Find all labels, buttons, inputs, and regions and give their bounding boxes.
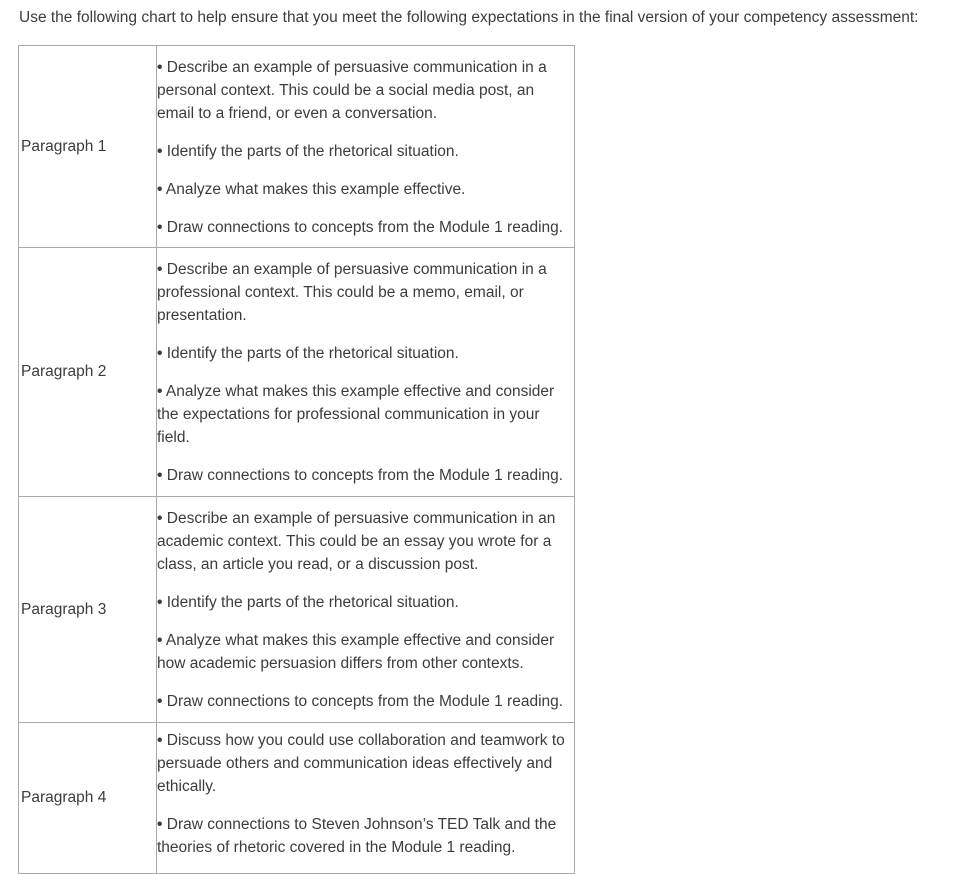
bullet-text: Analyze what makes this example effective. [165, 180, 466, 198]
row-content [157, 723, 575, 874]
chart-row-paragraph-3 [19, 497, 575, 723]
row-label: Paragraph 1 [19, 46, 157, 248]
bullet-item [157, 507, 574, 576]
bullet-item [157, 629, 574, 675]
bullet-item [157, 591, 574, 614]
bullet-icon: • [157, 58, 163, 76]
chart-row-paragraph-1 [19, 46, 575, 248]
bullet-list [157, 729, 574, 867]
bullet-list [157, 257, 574, 487]
bullet-item [157, 813, 574, 859]
bullet-item [157, 140, 574, 163]
bullet-icon: • [157, 218, 163, 236]
bullet-list [157, 55, 574, 239]
intro-text: Use the following chart to help ensure that you meet the following expectations in the final version of your competency assessment: [19, 9, 919, 26]
bullet-icon: • [157, 383, 163, 400]
bullet-text: Draw connections to Steven Johnson’s TED Talk and the theories of rhetoric covered in the Module 1 reading. [157, 816, 557, 856]
bullet-text: Identify the parts of the rhetorical situation. [166, 594, 459, 611]
row-label: Paragraph 3 [19, 497, 157, 723]
bullet-icon: • [157, 693, 163, 710]
bullet-text: Identify the parts of the rhetorical situation. [166, 142, 459, 160]
bullet-icon: • [157, 816, 163, 833]
bullet-text: Discuss how you could use collaboration and teamwork to persuade others and communication ideas effectively and ethically. [157, 732, 565, 795]
bullet-icon: • [157, 467, 163, 484]
expectations-chart [18, 45, 575, 874]
row-content [157, 248, 575, 497]
bullet-icon: • [157, 594, 163, 611]
bullet-item [157, 342, 574, 365]
bullet-text: Draw connections to concepts from the Module 1 reading. [166, 218, 564, 236]
row-label: Paragraph 4 [19, 723, 157, 874]
bullet-icon: • [157, 510, 163, 527]
bullet-icon: • [157, 632, 163, 649]
chart-row-paragraph-2 [19, 248, 575, 497]
bullet-icon: • [157, 180, 163, 198]
bullet-text: Analyze what makes this example effective and consider how academic persuasion differs from other contexts. [157, 632, 555, 672]
bullet-item [157, 380, 574, 449]
row-content [157, 497, 575, 723]
bullet-item [157, 729, 574, 798]
bullet-item [157, 464, 574, 487]
bullet-text: Describe an example of persuasive communication in an academic context. This could be an essay you wrote for a class, an article you read, or a discussion post. [157, 510, 556, 573]
bullet-icon: • [157, 732, 163, 749]
bullet-item [157, 178, 574, 201]
bullet-item [157, 690, 574, 713]
bullet-icon: • [157, 261, 163, 278]
row-content [157, 46, 575, 248]
bullet-item [157, 216, 574, 239]
bullet-item [157, 258, 574, 327]
row-label: Paragraph 2 [19, 248, 157, 497]
bullet-icon: • [157, 345, 163, 362]
bullet-text: Describe an example of persuasive communication in a professional context. This could be a memo, email, or presentation. [157, 261, 547, 324]
bullet-text: Describe an example of persuasive communication in a personal context. This could be a social media post, an email to a friend, or even a conversation. [157, 58, 547, 122]
chart-row-paragraph-4 [19, 723, 575, 874]
bullet-icon: • [157, 142, 163, 160]
bullet-text: Analyze what makes this example effective and consider the expectations for professional communication in your field. [157, 383, 555, 446]
bullet-text: Draw connections to concepts from the Module 1 reading. [166, 693, 564, 710]
bullet-text: Identify the parts of the rhetorical situation. [166, 345, 459, 362]
bullet-list [157, 506, 574, 713]
bullet-text: Draw connections to concepts from the Module 1 reading. [166, 467, 564, 484]
bullet-item [157, 56, 574, 125]
